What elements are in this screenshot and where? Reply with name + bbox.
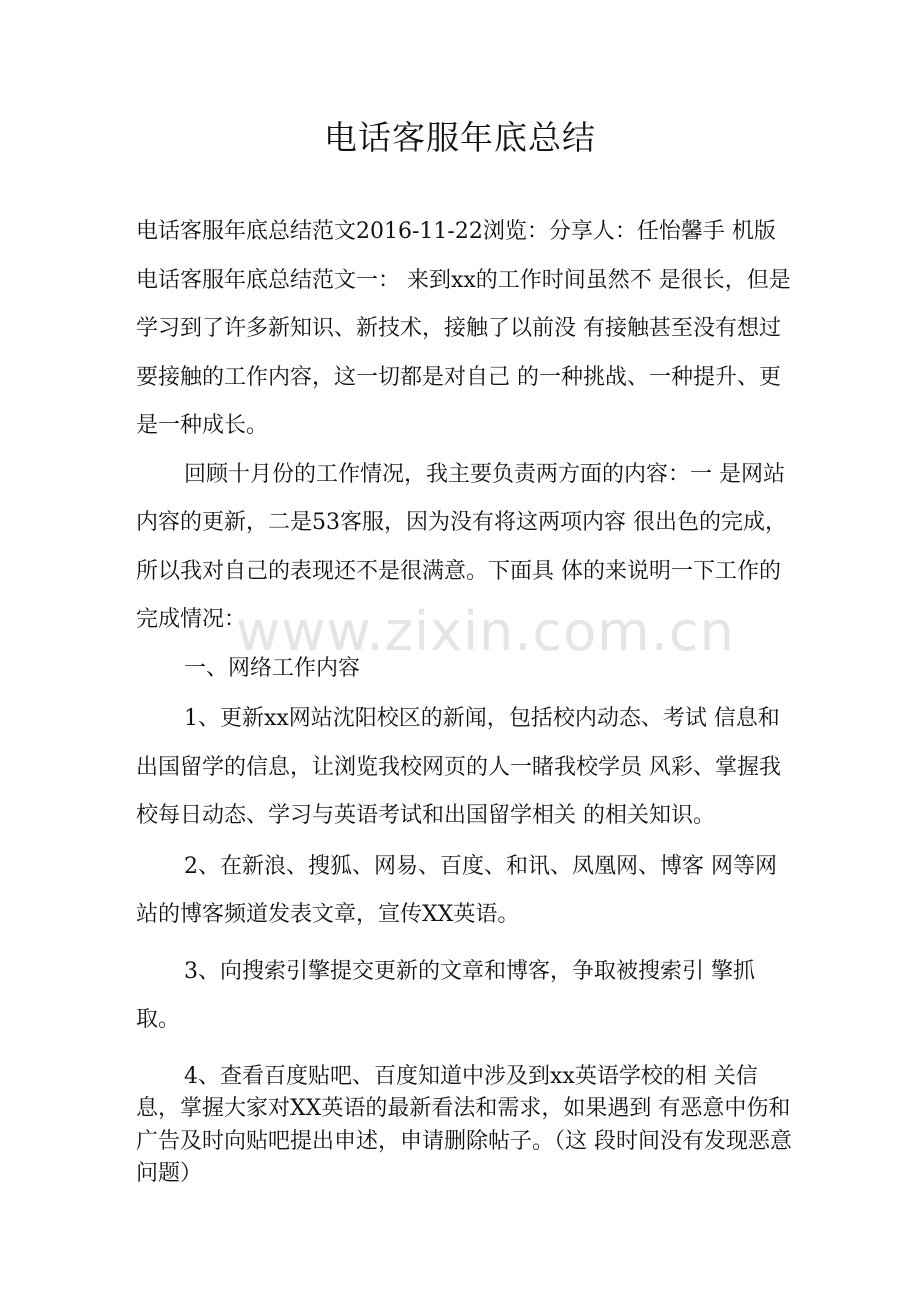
paragraph-item-3: 3、向搜索引擎提交更新的文章和博客，争取被搜索引 擎抓取。 xyxy=(136,958,755,1032)
section-heading-network-work: 一、网络工作内容 xyxy=(184,655,361,681)
paragraph-item-1: 1、更新xx网站沈阳校区的新闻，包括校内动态、考试 信息和出国留学的信息，让浏览我校网页的人一睹我校学员 风彩、掌握我校每日动态、学习与英语考试和出国留学相关 的相关知识。 xyxy=(136,706,781,828)
paragraph-review: 回顾十月份的工作情况，我主要负责两方面的内容：一 是网站内容的更新，二是53客服，因为没有将这两项内容 很出色的完成，所以我对自己的表现还不是很满意。下面具 体的来说明一下工作的完成情况： xyxy=(136,461,787,632)
document-title: 电话客服年底总结 xyxy=(324,118,596,157)
paragraph-item-4: 4、查看百度贴吧、百度知道中涉及到xx英语学校的相 关信息，掌握大家对XX英语的最新看法和需求，如果遇到 有恶意中伤和广告及时向贴吧提出申述，申请删除帖子。（这 段时间没有发现恶意问题） xyxy=(136,1063,792,1186)
paragraph-intro: 电话客服年底总结范文2016-11-22浏览：分享人：任怡馨手 机版电话客服年底总结范文一： 来到xx的工作时间虽然不 是很长，但是学习到了许多新知识、新技术，接触了以前没 有接触甚至没有想过要接触的工作内容，这一切都是对自己 的一种挑战、一种提升、更是一种成长。 xyxy=(136,219,791,438)
watermark-text: www.zixin.com.cn xyxy=(236,600,735,663)
document-body xyxy=(136,208,796,1191)
paragraph-item-2: 2、在新浪、搜狐、网易、百度、和讯、凤凰网、博客 网等网站的博客频道发表文章，宣传XX英语。 xyxy=(136,853,777,927)
